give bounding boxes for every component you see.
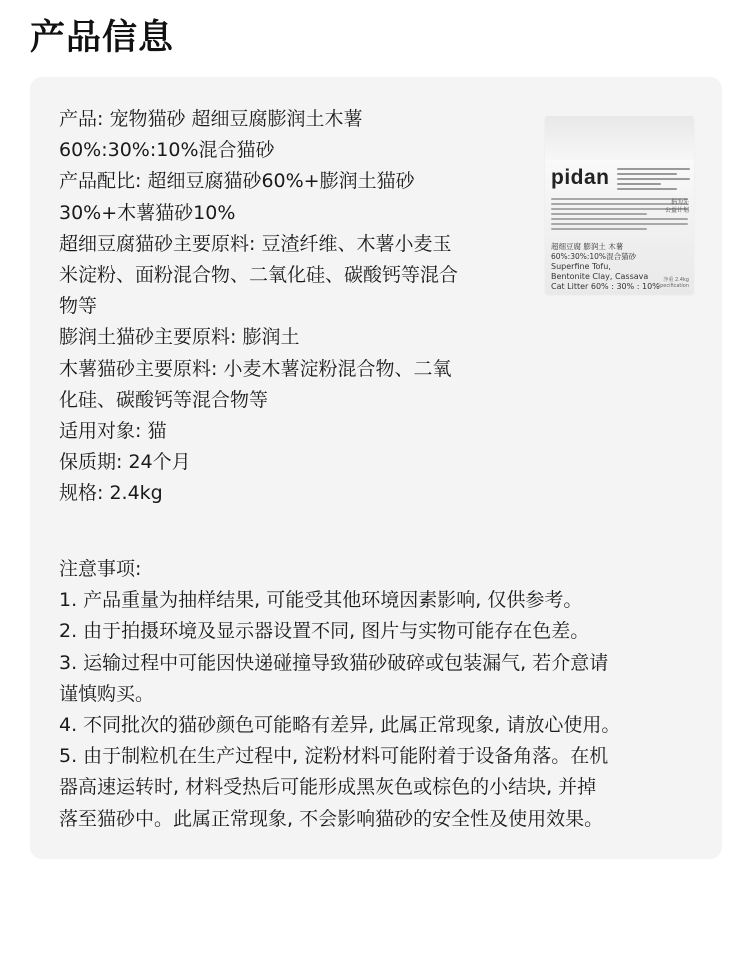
note-line: 5. 由于制粒机在生产过程中, 淀粉材料可能附着于设备角落。在机 <box>59 745 609 768</box>
note-line: 4. 不同批次的猫砂颜色可能略有差异, 此属正常现象, 请放心使用。 <box>59 714 621 737</box>
info-line: 适用对象: 猫 <box>59 420 167 443</box>
page-title: 产品信息 <box>30 18 175 58</box>
package-ratio-cn: 60%:30%:10%混合猫砂 <box>551 252 637 261</box>
package-name-en: Cat Litter 60% : 30% : 10% <box>551 282 660 291</box>
package-top-band <box>545 116 694 160</box>
info-line: 规格: 2.4kg <box>59 482 163 505</box>
note-line: 2. 由于拍摄环境及显示器设置不同, 图片与实物可能存在色差。 <box>59 620 590 643</box>
notes-title: 注意事项: <box>59 558 142 580</box>
note-line: 落至猫砂中。此属正常现象, 不会影响猫砂的安全性及使用效果。 <box>59 807 604 830</box>
note-line: 1. 产品重量为抽样结果, 可能受其他环境因素影响, 仅供参考。 <box>59 589 583 612</box>
package-weight: 净重 2.4kg Specification <box>656 277 689 289</box>
info-line: 保质期: 24个月 <box>59 451 191 474</box>
product-info <box>59 104 529 510</box>
package-fine-print <box>617 168 690 193</box>
note-line: 3. 运输过程中可能因快递碰撞导致猫砂破碎或包装漏气, 若介意请 <box>59 651 609 674</box>
product-package-image <box>545 116 694 294</box>
info-line: 物等 <box>59 295 98 318</box>
package-name-cn: 超细豆腐 膨润土 木薯 <box>551 242 624 251</box>
info-line: 木薯猫砂主要原料: 小麦木薯淀粉混合物、二氧 <box>59 357 452 380</box>
info-line: 超细豆腐猫砂主要原料: 豆渣纤维、木薯小麦玉 <box>59 232 452 255</box>
notes-section <box>59 554 709 835</box>
info-line: 膨润土猫砂主要原料: 膨润土 <box>59 326 300 349</box>
package-badge: 捐为先 公益计划 <box>664 199 689 214</box>
info-line: 产品: 宠物猫砂 超细豆腐膨润土木薯 <box>59 108 363 130</box>
info-line: 化硅、碳酸钙等混合物等 <box>59 388 269 411</box>
note-line: 器高速运转时, 材料受热后可能形成黑灰色或棕色的小结块, 并掉 <box>59 776 597 799</box>
brand-logo: pidan <box>551 166 610 189</box>
note-line: 谨慎购买。 <box>59 682 155 705</box>
info-line: 30%+木薯猫砂10% <box>59 201 236 224</box>
info-line: 60%:30%:10%混合猫砂 <box>59 139 275 162</box>
package-name-en: Bentonite Clay, Cassava <box>551 272 649 281</box>
info-line: 产品配比: 超细豆腐猫砂60%+膨润土猫砂 <box>59 170 415 193</box>
info-line: 米淀粉、面粉混合物、二氧化硅、碳酸钙等混合 <box>59 264 459 287</box>
package-name-en: Superfine Tofu, <box>551 262 611 271</box>
